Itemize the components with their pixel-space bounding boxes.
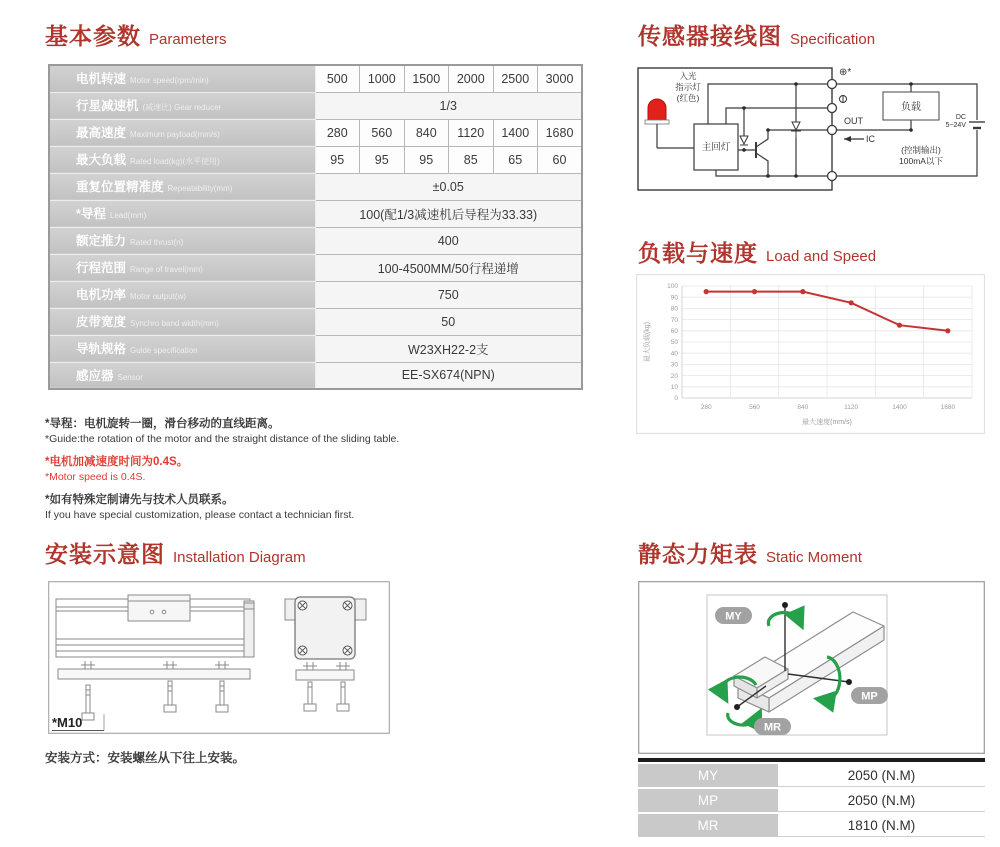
param-value: 560 xyxy=(360,119,405,146)
param-value: ±0.05 xyxy=(315,173,582,200)
param-label: 感应器 Sensor xyxy=(49,362,315,389)
param-value: 100-4500MM/50行程递增 xyxy=(315,254,582,281)
param-row xyxy=(49,200,582,227)
ic-label: IC xyxy=(866,134,875,144)
param-label: 最大负载 Rated load(kg)(水平使用) xyxy=(49,146,315,173)
diode-icon xyxy=(740,122,801,145)
param-value: 60 xyxy=(538,146,583,173)
dc-voltage-label: 5~24V xyxy=(945,122,966,129)
title-cn: 静态力矩表 xyxy=(638,541,758,567)
my-label: MY xyxy=(725,610,742,623)
plus-terminal-mark: ⊕* xyxy=(839,67,852,78)
param-label: 电机转速 Motor speed(rpm/min) xyxy=(49,65,315,92)
param-label: 行星减速机 (减速比) Gear reducer xyxy=(49,92,315,119)
ytick-label: 30 xyxy=(670,361,678,369)
param-value: 280 xyxy=(315,119,360,146)
param-row xyxy=(49,335,582,362)
param-value: 95 xyxy=(404,146,449,173)
actuator-side-view xyxy=(56,595,254,657)
section-title-load-speed xyxy=(638,235,876,268)
ytick-label: 20 xyxy=(670,372,678,380)
ytick-label: 90 xyxy=(670,294,678,302)
dc-source-icon xyxy=(969,122,985,128)
title-en: Load and Speed xyxy=(766,248,877,265)
xtick-label: 840 xyxy=(797,404,809,411)
title-en: Specification xyxy=(790,31,876,48)
ytick-label: 100 xyxy=(667,283,678,291)
moment-row xyxy=(638,764,985,787)
ytick-label: 50 xyxy=(670,339,678,347)
param-label: *导程 Lead(mm) xyxy=(49,200,315,227)
param-row xyxy=(49,227,582,254)
param-value: 95 xyxy=(360,146,405,173)
param-value: 100(配1/3减速机后导程为33.33) xyxy=(315,200,582,227)
current-limit-label: 100mA以下 xyxy=(899,156,943,166)
param-value: 2500 xyxy=(493,65,538,92)
moment-row xyxy=(638,789,985,812)
param-row xyxy=(49,92,582,119)
section-title-installation xyxy=(45,536,306,569)
mr-axis-dot xyxy=(734,704,740,710)
param-label: 皮带宽度 Synchro band width(mm) xyxy=(49,308,315,335)
moment-label: MP xyxy=(638,789,778,812)
param-value: 50 xyxy=(315,308,582,335)
param-value: 85 xyxy=(449,146,494,173)
ytick-label: 60 xyxy=(670,328,678,335)
mounting-base-side xyxy=(58,669,250,679)
param-label: 电机功率 Motor output(w) xyxy=(49,281,315,308)
m10-label: *M10 xyxy=(52,715,83,730)
x-axis-label: 最大速度(mm/s) xyxy=(802,419,852,426)
param-value: 1400 xyxy=(493,119,538,146)
y-axis-label: 最大负载(kg) xyxy=(644,321,651,363)
xtick-label: 1680 xyxy=(940,404,956,411)
param-value: 1120 xyxy=(449,119,494,146)
param-value: 1/3 xyxy=(315,92,582,119)
param-value: 1680 xyxy=(538,119,583,146)
moment-table-topbar xyxy=(638,758,985,762)
moment-label: MY xyxy=(638,764,778,787)
param-value: 500 xyxy=(315,65,360,92)
dc-label: DC xyxy=(955,114,966,121)
moment-value: 1810 (N.M) xyxy=(778,814,985,837)
title-cn: 基本参数 xyxy=(45,23,141,49)
data-point xyxy=(752,289,757,294)
mp-label: MP xyxy=(861,690,878,703)
param-value: 400 xyxy=(315,227,582,254)
param-row xyxy=(49,281,582,308)
param-value: 1500 xyxy=(404,65,449,92)
param-value: 65 xyxy=(493,146,538,173)
out-label: OUT xyxy=(844,116,863,126)
moment-value: 2050 (N.M) xyxy=(778,764,985,787)
param-value: W23XH22-2支 xyxy=(315,335,582,362)
ytick-label: 0 xyxy=(674,395,678,403)
data-point xyxy=(704,289,709,294)
load-speed-chart xyxy=(636,274,985,434)
param-row xyxy=(49,254,582,281)
param-value: EE-SX674(NPN) xyxy=(315,362,582,389)
footnotes xyxy=(45,417,590,531)
ytick-label: 10 xyxy=(670,384,678,391)
moment-value: 2050 (N.M) xyxy=(778,789,985,812)
installation-caption: 安装方式：安装螺丝从下往上安装。 xyxy=(45,751,246,765)
ytick-label: 40 xyxy=(670,350,678,358)
data-point xyxy=(800,289,805,294)
led-label: 指示灯 xyxy=(675,82,701,92)
sensor-wiring-diagram xyxy=(636,58,986,194)
control-output-label: (控制输出) xyxy=(901,145,941,155)
title-en: Parameters xyxy=(149,31,227,48)
installation-diagram xyxy=(48,581,390,734)
param-row xyxy=(49,146,582,173)
param-value: 2000 xyxy=(449,65,494,92)
param-value: 95 xyxy=(315,146,360,173)
parameters-table xyxy=(48,64,583,390)
title-en: Installation Diagram xyxy=(173,549,306,566)
led-indicator-icon xyxy=(645,99,694,148)
title-cn: 安装示意图 xyxy=(45,541,165,567)
title-cn: 负载与速度 xyxy=(638,240,758,266)
param-label: 导轨规格 Guide specification xyxy=(49,335,315,362)
xtick-label: 1120 xyxy=(844,404,859,411)
led-label: 入光 xyxy=(679,71,697,81)
xtick-label: 560 xyxy=(749,404,760,411)
param-value: 750 xyxy=(315,281,582,308)
mp-axis-dot xyxy=(846,679,852,685)
moment-row xyxy=(638,814,985,837)
my-axis-dot xyxy=(782,602,788,608)
chart-border xyxy=(637,275,985,434)
param-value: 840 xyxy=(404,119,449,146)
section-title-parameters xyxy=(45,18,227,51)
moment-table xyxy=(638,758,985,837)
param-row xyxy=(49,362,582,389)
xtick-label: 280 xyxy=(700,404,712,411)
data-point xyxy=(945,328,950,333)
title-en: Static Moment xyxy=(766,549,862,566)
mr-label: MR xyxy=(763,721,782,734)
moment-label: MR xyxy=(638,814,778,837)
footnote: *电机加减速度时间为0.4S。 *Motor speed is 0.4S. xyxy=(45,456,189,483)
xtick-label: 1400 xyxy=(892,404,907,411)
footnote: *如有特殊定制请先与技术人员联系。 If you have special customization, please contact a technician first. xyxy=(45,494,355,521)
param-value: 3000 xyxy=(538,65,583,92)
title-cn: 传感器接线图 xyxy=(638,23,782,49)
data-point xyxy=(897,323,902,328)
section-title-specification xyxy=(638,18,875,51)
main-circuit-label: 主回灯 xyxy=(701,142,731,153)
param-row xyxy=(49,65,582,92)
param-label: 额定推力 Rated thrust(n) xyxy=(49,227,315,254)
footnote: *导程：电机旋转一圈，滑台移动的直线距离。 *Guide:the rotation of the motor and the straight distance of the sliding table. xyxy=(45,418,400,445)
ytick-label: 80 xyxy=(670,305,678,313)
param-row xyxy=(49,173,582,200)
param-row xyxy=(49,308,582,335)
section-title-static-moment xyxy=(638,536,862,569)
lamp-terminal-mark xyxy=(840,96,847,103)
led-label: (红色) xyxy=(676,93,700,103)
param-label: 行程范围 Range of travel(mm) xyxy=(49,254,315,281)
load-label: 负载 xyxy=(901,102,921,113)
param-label: 最高速度 Maximum payload(mm/s) xyxy=(49,119,315,146)
ytick-label: 70 xyxy=(670,316,678,324)
ic-arrow-icon xyxy=(844,136,864,142)
static-moment-diagram xyxy=(638,581,985,754)
param-row xyxy=(49,119,582,146)
data-point xyxy=(849,300,854,305)
param-label: 重复位置精准度 Repeatability(mm) xyxy=(49,173,315,200)
param-value: 1000 xyxy=(360,65,405,92)
